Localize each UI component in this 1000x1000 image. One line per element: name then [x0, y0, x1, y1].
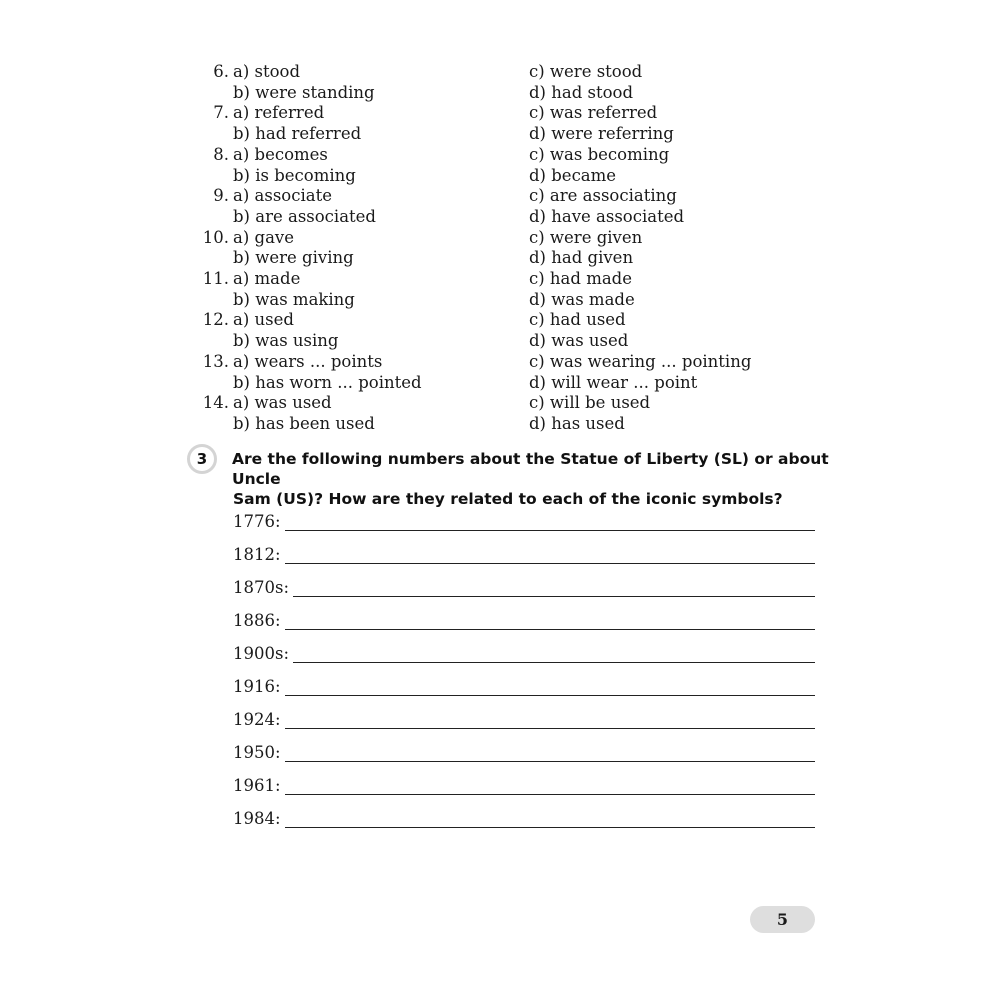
- year-label: 1961:: [233, 776, 281, 795]
- choice-row: [0, 310, 1000, 330]
- answer-blank-line[interactable]: [285, 827, 815, 828]
- option-d: d) will wear ... point: [529, 372, 698, 392]
- exercise-number-badge: 3: [187, 444, 217, 474]
- page-number: 5: [750, 906, 815, 933]
- choice-row: [0, 414, 1000, 434]
- choice-row: [0, 228, 1000, 248]
- year-label: 1950:: [233, 743, 281, 762]
- year-label: 1900s:: [233, 644, 290, 663]
- answer-line-row: [233, 808, 815, 830]
- year-label: 1870s:: [233, 578, 290, 597]
- option-c: c) had made: [529, 269, 633, 288]
- option-b: b) was using: [233, 331, 339, 351]
- choice-row: [0, 269, 1000, 289]
- option-c: c) was wearing ... pointing: [529, 351, 752, 371]
- choice-row: [0, 83, 1000, 103]
- option-a: a) associate: [233, 186, 332, 206]
- answer-blank-line[interactable]: [285, 530, 815, 531]
- question-line-1: Are the following numbers about the Statue of Liberty (SL) or about Uncle: [232, 450, 829, 488]
- choice-row: [0, 331, 1000, 351]
- option-d: d) has used: [529, 413, 625, 433]
- option-b: b) were standing: [233, 82, 375, 102]
- option-b: b) has worn ... pointed: [233, 372, 422, 392]
- year-label: 1886:: [233, 611, 281, 630]
- answer-blank-line[interactable]: [293, 596, 815, 597]
- answer-line-row: [233, 577, 815, 599]
- question-number: 9.: [213, 186, 229, 206]
- question-number: 6.: [213, 62, 229, 81]
- choice-row: [0, 124, 1000, 144]
- choice-row: [0, 373, 1000, 393]
- option-a: a) was used: [233, 393, 332, 413]
- option-d: d) became: [529, 165, 617, 185]
- question-number: 11.: [202, 269, 229, 288]
- choice-row: [0, 145, 1000, 165]
- exercise-question: [232, 449, 832, 509]
- year-label: 1924:: [233, 710, 281, 729]
- option-c: c) will be used: [529, 393, 651, 413]
- option-b: b) were giving: [233, 248, 354, 268]
- choice-row: [0, 207, 1000, 227]
- choice-row: [0, 103, 1000, 123]
- option-c: c) had used: [529, 310, 626, 330]
- year-label: 1812:: [233, 545, 281, 564]
- option-c: c) were given: [529, 227, 643, 247]
- answer-line-row: [233, 775, 815, 797]
- choice-row: [0, 393, 1000, 413]
- option-a: a) referred: [233, 103, 325, 123]
- option-a: a) made: [233, 269, 301, 288]
- option-a: a) stood: [233, 62, 301, 81]
- option-c: c) are associating: [529, 186, 677, 206]
- option-d: d) had given: [529, 248, 634, 268]
- year-label: 1984:: [233, 809, 281, 828]
- question-line-2: Sam (US)? How are they related to each of the iconic symbols?: [233, 490, 783, 508]
- answer-blank-line[interactable]: [293, 662, 815, 663]
- choice-row: [0, 248, 1000, 268]
- answer-blank-line[interactable]: [285, 563, 815, 564]
- answer-blank-line[interactable]: [285, 794, 815, 795]
- question-number: 13.: [202, 351, 229, 371]
- answer-line-row: [233, 643, 815, 665]
- option-d: d) were referring: [529, 124, 674, 144]
- option-c: c) was referred: [529, 103, 658, 123]
- question-number: 7.: [213, 103, 229, 123]
- option-c: c) were stood: [529, 62, 643, 81]
- answer-line-row: [233, 544, 815, 566]
- answer-line-row: [233, 511, 815, 533]
- question-number: 10.: [202, 227, 229, 247]
- answer-blank-line[interactable]: [285, 728, 815, 729]
- answer-line-row: [233, 610, 815, 632]
- year-label: 1916:: [233, 677, 281, 696]
- answer-blank-line[interactable]: [285, 695, 815, 696]
- question-number: 8.: [213, 144, 229, 164]
- option-b: b) had referred: [233, 124, 362, 144]
- answer-line-row: [233, 676, 815, 698]
- choice-row: [0, 186, 1000, 206]
- answer-line-row: [233, 709, 815, 731]
- option-d: d) had stood: [529, 82, 634, 102]
- choice-row: [0, 290, 1000, 310]
- choice-row: [0, 352, 1000, 372]
- option-d: d) have associated: [529, 206, 685, 226]
- option-a: a) becomes: [233, 144, 328, 164]
- answer-line-row: [233, 742, 815, 764]
- option-b: b) is becoming: [233, 165, 356, 185]
- question-number: 12.: [202, 310, 229, 330]
- option-b: b) are associated: [233, 206, 376, 226]
- choice-row: [0, 62, 1000, 82]
- option-b: b) was making: [233, 289, 355, 309]
- answer-blank-line[interactable]: [285, 761, 815, 762]
- option-a: a) gave: [233, 227, 295, 247]
- answer-blank-line[interactable]: [285, 629, 815, 630]
- choice-row: [0, 166, 1000, 186]
- option-a: a) wears ... points: [233, 351, 383, 371]
- option-d: d) was made: [529, 289, 635, 309]
- option-d: d) was used: [529, 331, 629, 351]
- option-b: b) has been used: [233, 413, 375, 433]
- option-a: a) used: [233, 310, 294, 330]
- option-c: c) was becoming: [529, 144, 670, 164]
- question-number: 14.: [202, 393, 229, 413]
- year-label: 1776:: [233, 512, 281, 531]
